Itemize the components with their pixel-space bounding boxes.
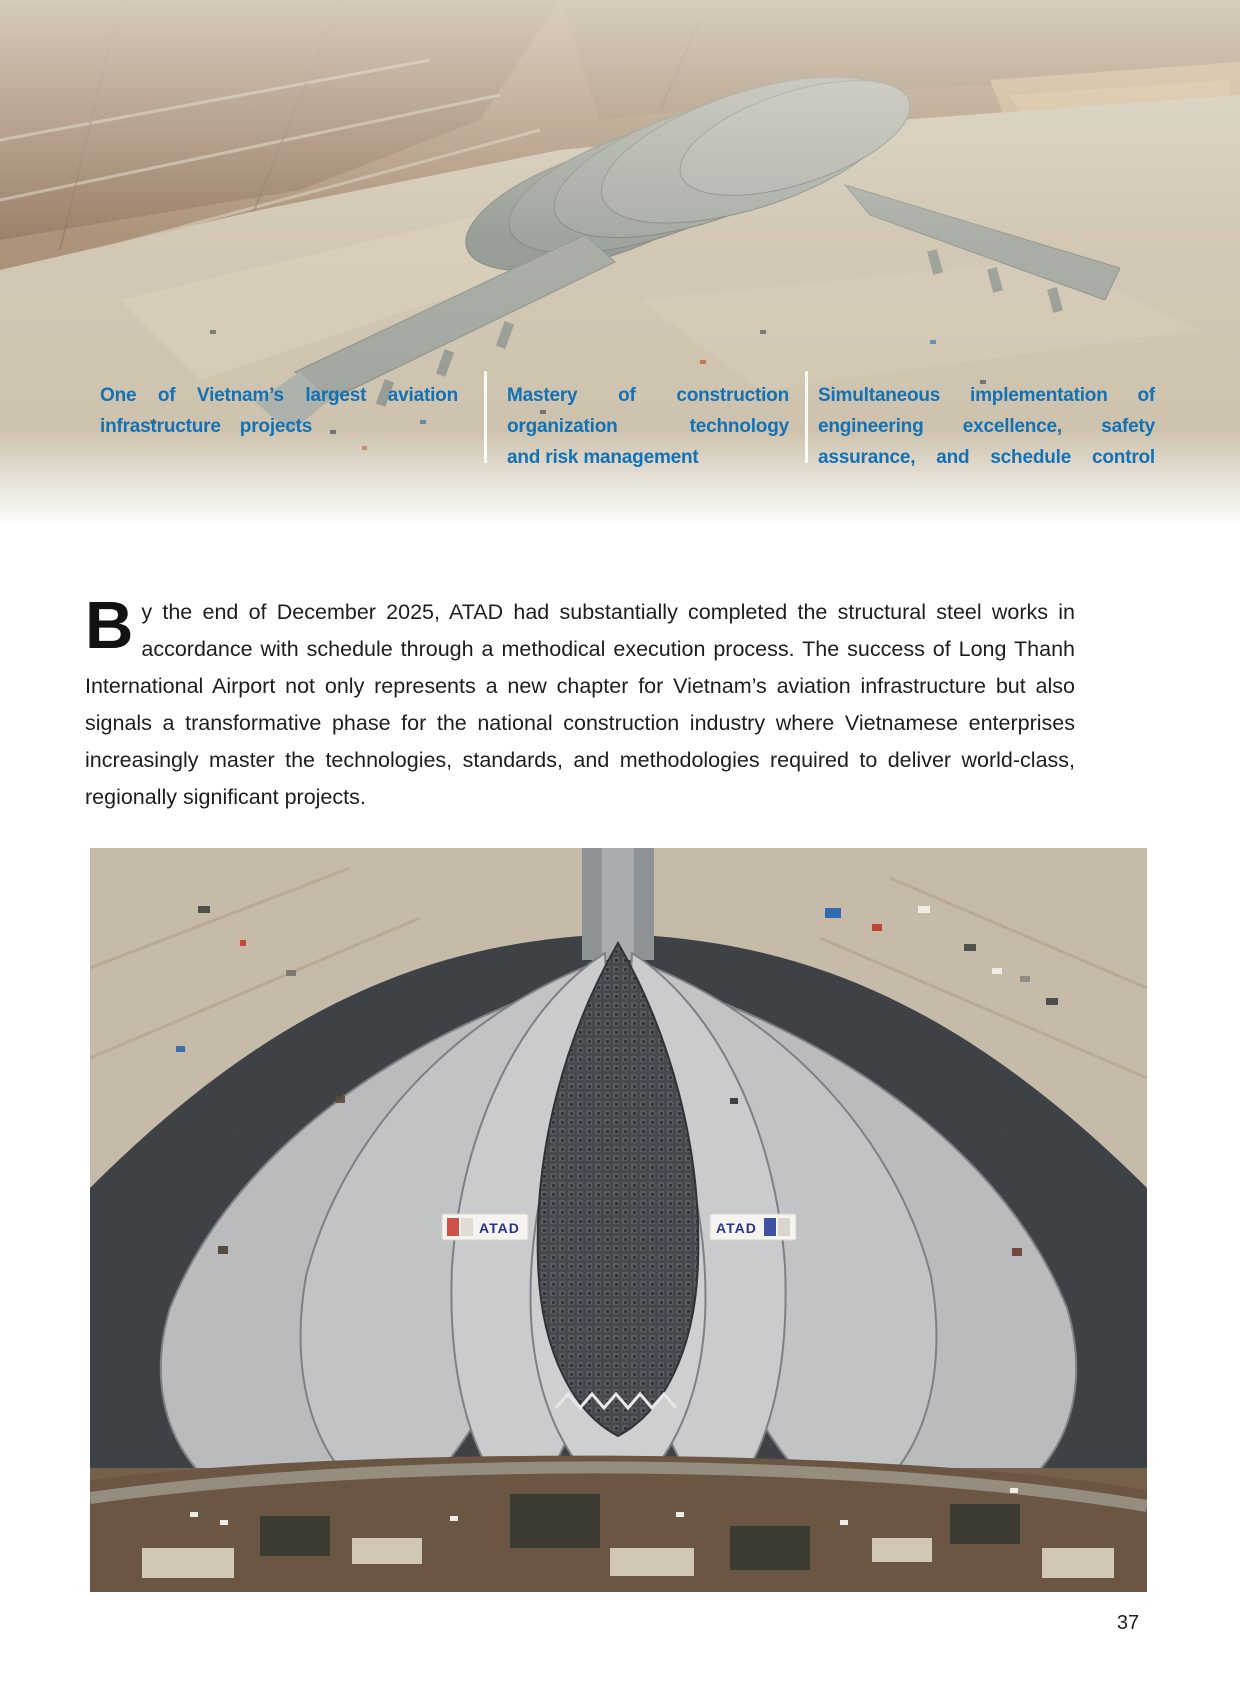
divider-line [484, 371, 487, 463]
highlight-line: organization technology [507, 416, 789, 437]
hero-photo [0, 0, 1240, 527]
atad-roof-banner-left [442, 1214, 528, 1240]
roof-photo [90, 848, 1147, 1592]
article-paragraph [85, 587, 1075, 816]
highlight-line: Mastery of construction [507, 385, 789, 406]
landside-construction [90, 1456, 1147, 1592]
hero-highlight-1 [100, 380, 458, 442]
highlight-line: and risk management [507, 447, 699, 468]
highlight-line: engineering excellence, safety [818, 416, 1155, 437]
dropcap: B [85, 587, 134, 663]
highlight-line: One of Vietnam’s largest aviation [100, 385, 458, 406]
highlight-line: infrastructure projects [100, 416, 313, 437]
hero-highlight-2 [507, 380, 789, 473]
atad-banner-text: ATAD [716, 1220, 757, 1236]
atad-banner-text: ATAD [479, 1220, 520, 1236]
atad-roof-banner-right [710, 1214, 796, 1240]
divider-line [805, 371, 808, 463]
highlight-line: Simultaneous implementation of [818, 385, 1155, 406]
roof-topdown-illustration [90, 848, 1147, 1592]
article-text: y the end of December 2025, ATAD had substantially completed the structural steel works in accordance with schedule through a methodical execution process. The success of Long Thanh International Airport not only represents a new chapter for Vietnam’s aviation infrastructure but also signals a transformative phase for the national construction industry where Vietnamese enterprises increasingly master the technologies, standards, and methodologies required to deliver world-class, regionally significant projects. [85, 599, 1075, 809]
page-number: 37 [1116, 1612, 1140, 1634]
highlight-line: assurance, and schedule control [818, 447, 1155, 468]
hero-highlight-3 [818, 380, 1155, 473]
